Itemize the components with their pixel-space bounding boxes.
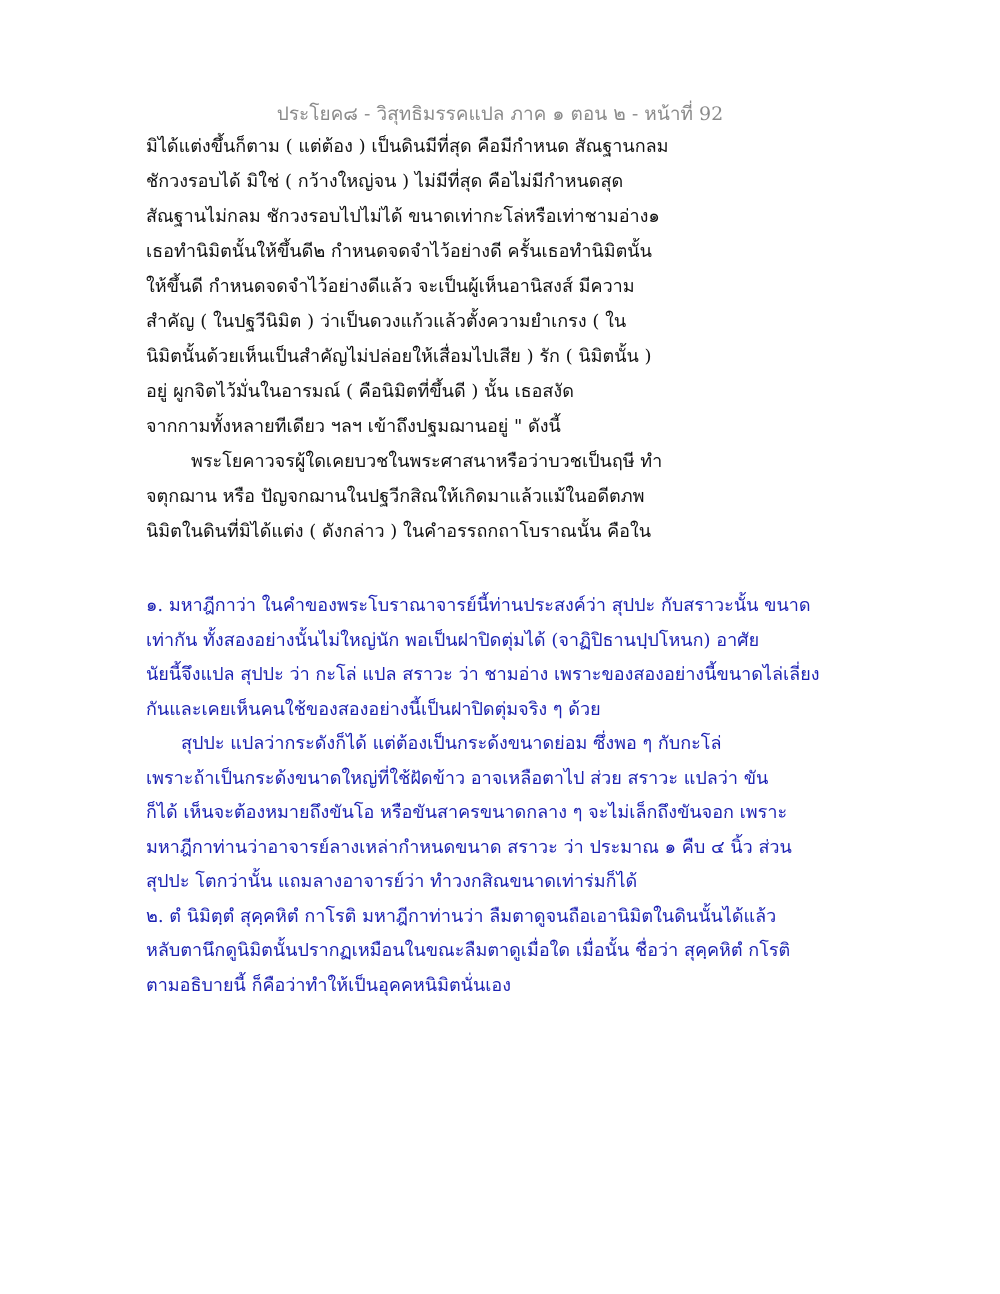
main-text	[146, 134, 846, 554]
text-line: สำคัญ ( ในปฐวีนิมิต ) ว่าเป็นดวงแก้วแล้วตั้งความยำเกรง ( ใน	[146, 311, 627, 332]
footnote-line: หลับตานึกดูนิมิตนั้นปรากฏเหมือนในขณะลืมตาดูเมื่อใด เมื่อนั้น ชื่อว่า สุคฺคหิตํ กโรติ	[146, 940, 791, 961]
footnotes	[146, 593, 866, 1007]
footnote-line: กันและเคยเห็นคนใช้ของสองอย่างนี้เป็นฝาปิดตุ่มจริง ๆ ด้วย	[146, 698, 601, 720]
text-line-paragraph-start: พระโยคาวจรผู้ใดเคยบวชในพระศาสนาหรือว่าบวชเป็นฤษี ทำ	[191, 451, 663, 472]
text-line: จากกามทั้งหลายทีเดียว ฯลฯ เข้าถึงปฐมฌานอยู่ " ดังนี้	[146, 416, 561, 437]
footnote-line-indented: สุปปะ แปลว่ากระดังก็ได้ แต่ต้องเป็นกระด้งขนาดย่อม ซึ่งพอ ๆ กับกะโล่	[181, 733, 722, 754]
text-line: นิมิตนั้นด้วยเห็นเป็นสำคัญไม่ปล่อยให้เสื่อมไปเสีย ) รัก ( นิมิตนั้น )	[146, 346, 652, 367]
text-line: มิได้แต่งขึ้นก็ตาม ( แต่ต้อง ) เป็นดินมีที่สุด คือมีกำหนด สัณฐานกลม	[146, 136, 669, 157]
text-line: นิมิตในดินที่มิได้แต่ง ( ดังกล่าว ) ในคำอรรถกถาโบราณนั้น คือใน	[146, 521, 652, 542]
text-line: สัณฐานไม่กลม ชักวงรอบไปไม่ได้ ขนาดเท่ากะโล่หรือเท่าชามอ่าง๑	[146, 206, 660, 227]
text-line: เธอทำนิมิตนั้นให้ขึ้นดี๒ กำหนดจดจำไว้อย่างดี ครั้นเธอทำนิมิตนั้น	[146, 241, 652, 262]
text-line: จตุกฌาน หรือ ปัญจกฌานในปฐวีกสิณให้เกิดมาแล้วแม้ในอดีตภพ	[146, 486, 645, 507]
page-header: ประโยค๘ - วิสุทธิมรรคแปล ภาค ๑ ตอน ๒ - หน้าที่ 92	[276, 103, 724, 125]
footnote-line: ก็ได้ เห็นจะต้องหมายถึงขันโอ หรือขันสาครขนาดกลาง ๆ จะไม่เล็กถึงขันจอก เพราะ	[146, 802, 788, 823]
footnote-line: ๒. ตํ นิมิตฺตํ สุคฺคหิตํ กาโรติ มหาฎีกาท่านว่า ลืมตาดูจนถือเอานิมิตในดินนั้นได้แล้ว	[146, 905, 777, 927]
footnote-line: นัยนี้จึงแปล สุปปะ ว่า กะโล่ แปล สราวะ ว่า ชามอ่าง เพราะของสองอย่างนี้ขนาดไล่เลี่ยง	[146, 664, 820, 685]
footnote-line: มหาฎีกาท่านว่าอาจารย์ลางเหล่ากำหนดขนาด สราวะ ว่า ประมาณ ๑ คืบ ๔ นิ้ว ส่วน	[146, 836, 792, 858]
text-line: อยู่ ผูกจิตไว้มั่นในอารมณ์ ( คือนิมิตที่ขึ้นดี ) นั้น เธอสงัด	[146, 381, 574, 402]
footnote-line: ตามอธิบายนี้ ก็คือว่าทำให้เป็นอุคคหนิมิตนั่นเอง	[146, 974, 512, 996]
footnote-line: ๑. มหาฎีกาว่า ในคำของพระโบราณาจารย์นี้ท่านประสงค์ว่า สุปปะ กับสราวะนั้น ขนาด	[146, 595, 811, 616]
footnote-line: เพราะถ้าเป็นกระด้งขนาดใหญ่ที่ใช้ฝัดข้าว อาจเหลือตาไป ส่วย สราวะ แปลว่า ขัน	[146, 767, 769, 789]
text-line: ให้ขึ้นดี กำหนดจดจำไว้อย่างดีแล้ว จะเป็นผู้เห็นอานิสงส์ มีความ	[146, 276, 635, 297]
footnote-line: สุปปะ โตกว่านั้น แถมลางอาจารย์ว่า ทำวงกสิณขนาดเท่าร่มก็ได้	[146, 871, 638, 892]
text-line: ชักวงรอบได้ มิใช่ ( กว้างใหญ่จน ) ไม่มีที่สุด คือไม่มีกำหนดสุด	[146, 171, 624, 192]
footnote-line: เท่ากัน ทั้งสองอย่างนั้นไม่ใหญ่นัก พอเป็นฝาปิดตุ่มได้ (จาฏิปิธานปฺปโหนก) อาศัย	[146, 629, 760, 651]
